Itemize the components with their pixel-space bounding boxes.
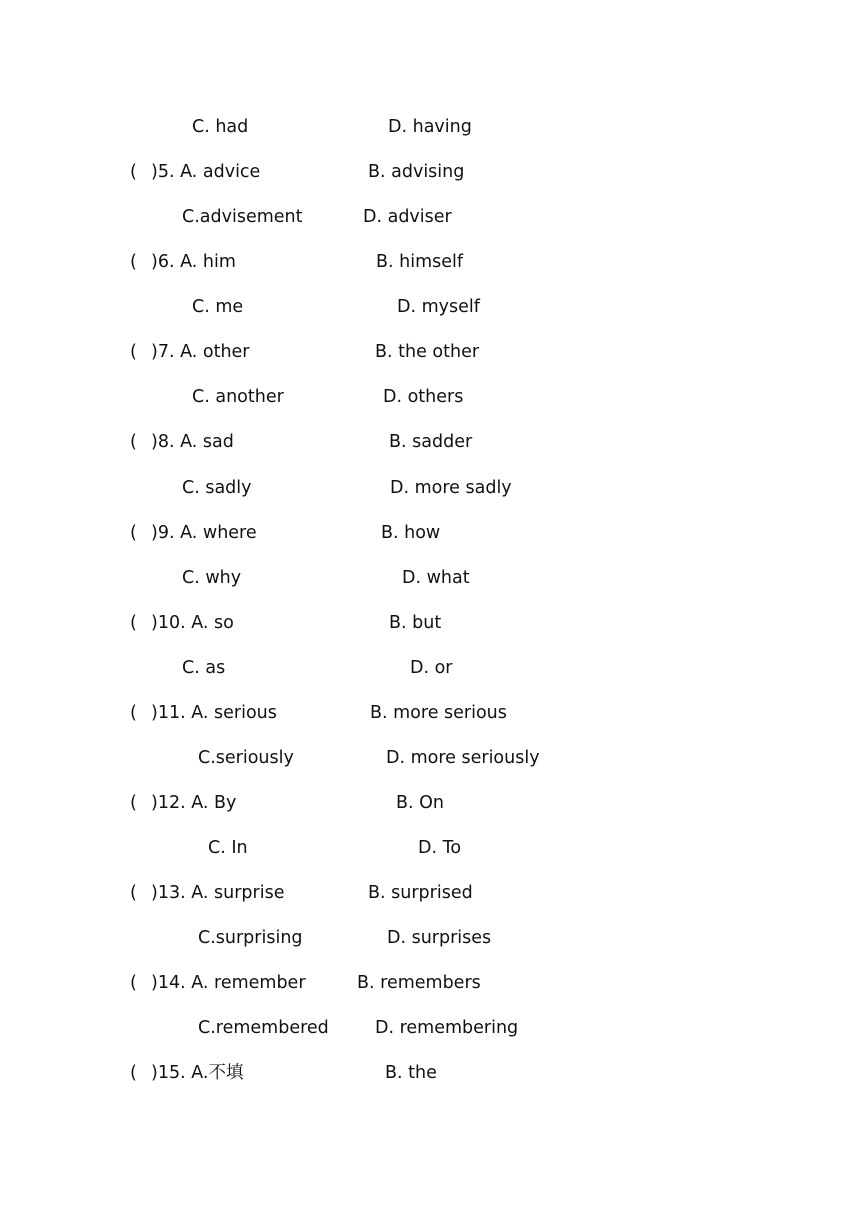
option-c: C.advisement [182, 207, 303, 227]
option-d: D. what [402, 568, 470, 588]
option-b: B. more serious [370, 703, 507, 723]
option-a: )9. A. where [151, 523, 257, 543]
option-c: C. had [192, 117, 249, 137]
option-a: )8. A. sad [151, 432, 234, 452]
answer-paren: ( [130, 523, 137, 543]
option-a: )12. A. By [151, 793, 237, 813]
option-b: B. advising [368, 162, 465, 182]
option-a: )10. A. so [151, 613, 234, 633]
option-b: B. how [381, 523, 441, 543]
answer-paren: ( [130, 342, 137, 362]
answer-paren: ( [130, 883, 137, 903]
option-a: )11. A. serious [151, 703, 277, 723]
option-b: B. surprised [368, 883, 473, 903]
option-d: D. To [418, 838, 462, 858]
answer-paren: ( [130, 793, 137, 813]
option-b: B. remembers [357, 973, 481, 993]
option-c: C. another [192, 387, 284, 407]
option-c: C. In [208, 838, 248, 858]
option-d: D. remembering [375, 1018, 519, 1038]
option-a: )14. A. remember [151, 973, 306, 993]
option-a: )5. A. advice [151, 162, 261, 182]
option-d: D. having [388, 117, 472, 137]
option-b: B. sadder [389, 432, 473, 452]
answer-paren: ( [130, 973, 137, 993]
option-c: C.seriously [198, 748, 294, 768]
option-a: )6. A. him [151, 252, 236, 272]
option-a: )13. A. surprise [151, 883, 285, 903]
answer-paren: ( [130, 252, 137, 272]
option-b: B. the other [375, 342, 480, 362]
answer-paren: ( [130, 613, 137, 633]
answer-paren: ( [130, 1063, 137, 1083]
option-d: D. or [410, 658, 453, 678]
option-d: D. adviser [363, 207, 452, 227]
option-b: B. On [396, 793, 444, 813]
answer-paren: ( [130, 703, 137, 723]
option-a [151, 1061, 243, 1085]
option-d: D. more sadly [390, 478, 512, 498]
option-b: B. but [389, 613, 442, 633]
option-c: C.remembered [198, 1018, 329, 1038]
option-d: D. others [383, 387, 464, 407]
option-c: C. sadly [182, 478, 252, 498]
option-d: D. myself [397, 297, 480, 317]
option-a-text: 不填 [208, 1063, 244, 1083]
answer-paren: ( [130, 432, 137, 452]
option-c: C. as [182, 658, 226, 678]
option-d: D. more seriously [386, 748, 540, 768]
option-a-label: )15. A. [151, 1063, 209, 1083]
option-d: D. surprises [387, 928, 492, 948]
option-c: C. me [192, 297, 244, 317]
option-a: )7. A. other [151, 342, 250, 362]
answer-paren: ( [130, 162, 137, 182]
option-c: C. why [182, 568, 242, 588]
option-b: B. the [385, 1063, 437, 1083]
option-c: C.surprising [198, 928, 303, 948]
option-b: B. himself [376, 252, 464, 272]
